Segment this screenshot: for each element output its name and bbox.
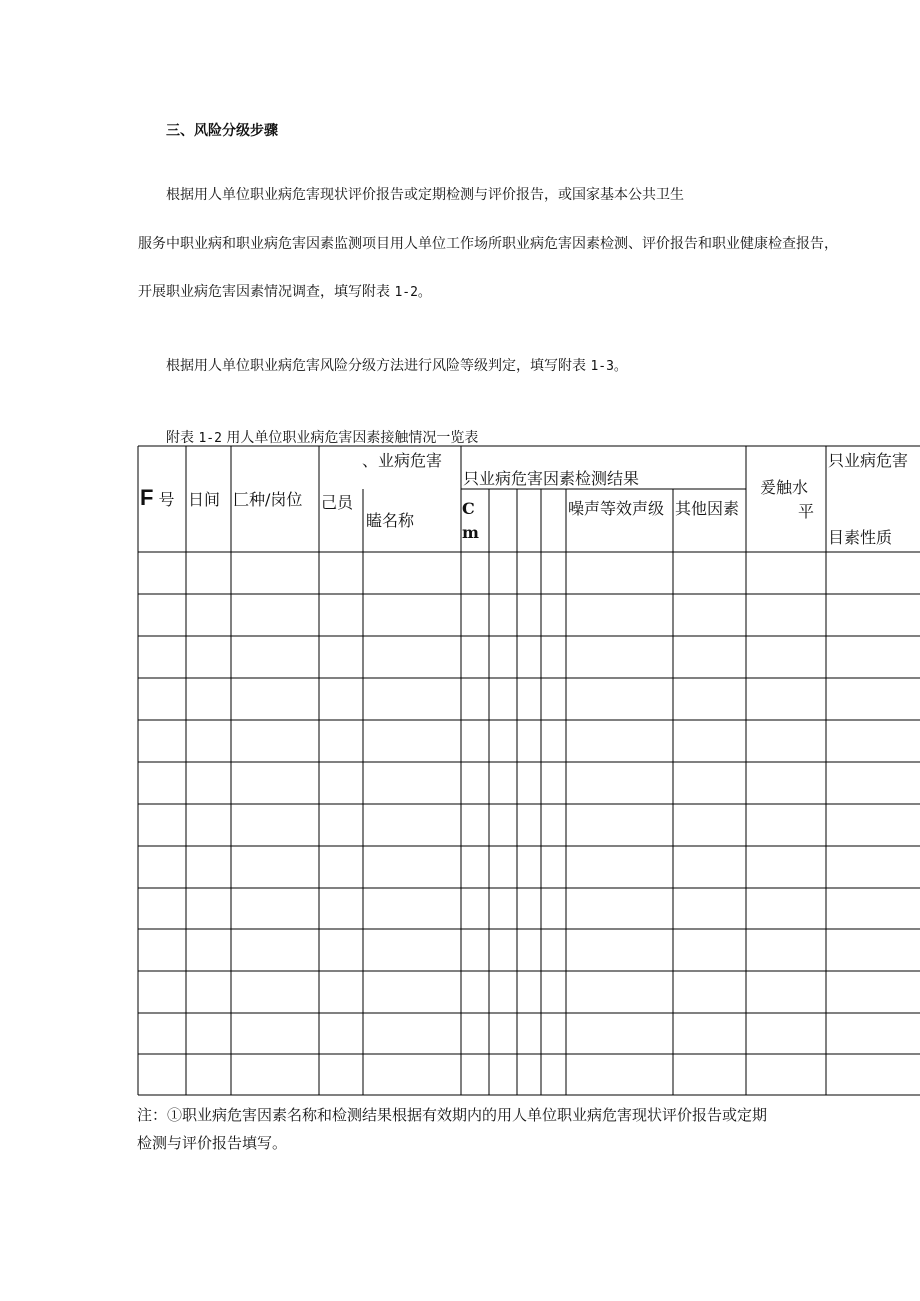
note-line-1: 注：①职业病危害因素名称和检测结果根据有效期内的用人单位职业病危害现状评价报告或定期 bbox=[137, 1106, 768, 1124]
paragraph-1-line-3-text: 开展职业病危害因素情况调查，填写附表 bbox=[138, 284, 390, 300]
header-other: 其他因素 bbox=[675, 499, 740, 518]
header-date: 日间 bbox=[188, 490, 221, 509]
header-detection-group: 只业病危害因素检测结果 bbox=[463, 469, 640, 488]
note-line-2: 检测与评价报告填写。 bbox=[137, 1134, 288, 1152]
table-caption bbox=[166, 427, 478, 447]
header-hazard-name: 瞌名称 bbox=[366, 511, 415, 530]
caption-prefix: 附表 bbox=[166, 430, 194, 446]
header-staff: 己员 bbox=[321, 493, 354, 512]
section-heading: 三、风险分级步骤 bbox=[166, 123, 278, 139]
caption-title: 用人单位职业病危害因素接触情况一览表 bbox=[226, 430, 479, 446]
header-noise: 噪声等效声级 bbox=[568, 499, 665, 518]
header-exposure: 爰触水 bbox=[760, 478, 809, 497]
paragraph-2-ref: 1-3。 bbox=[590, 359, 627, 374]
paragraph-1-ref: 1-2。 bbox=[394, 285, 431, 300]
header-cm-c: C bbox=[462, 499, 475, 518]
header-seq bbox=[140, 485, 175, 513]
header-seq-label: 号 bbox=[158, 490, 175, 509]
paragraph-2 bbox=[166, 355, 627, 375]
paragraph-1-line-2: 服务中职业病和职业病危害因素监测项目用人单位工作场所职业病危害因素检测、评价报告和职业健康检查报告， bbox=[138, 236, 838, 252]
header-cm-m: m bbox=[462, 523, 479, 542]
header-hazard-top: 、业病危害 bbox=[362, 451, 443, 470]
paragraph-1-line-3 bbox=[138, 281, 431, 301]
paragraph-2-text: 根据用人单位职业病危害风险分级方法进行风险等级判定，填写附表 bbox=[166, 358, 586, 374]
header-exposure-level: 平 bbox=[798, 502, 815, 521]
header-seq-letter: F bbox=[140, 485, 154, 510]
paragraph-1-line-1: 根据用人单位职业病危害现状评价报告或定期检测与评价报告，或国家基本公共卫生 bbox=[166, 187, 684, 203]
caption-ref: 1-2 bbox=[198, 431, 222, 446]
header-nature-top: 只业病危害 bbox=[828, 451, 909, 470]
header-job-post: 匚种/岗位 bbox=[233, 490, 303, 509]
header-nature: 目素性质 bbox=[828, 528, 893, 547]
